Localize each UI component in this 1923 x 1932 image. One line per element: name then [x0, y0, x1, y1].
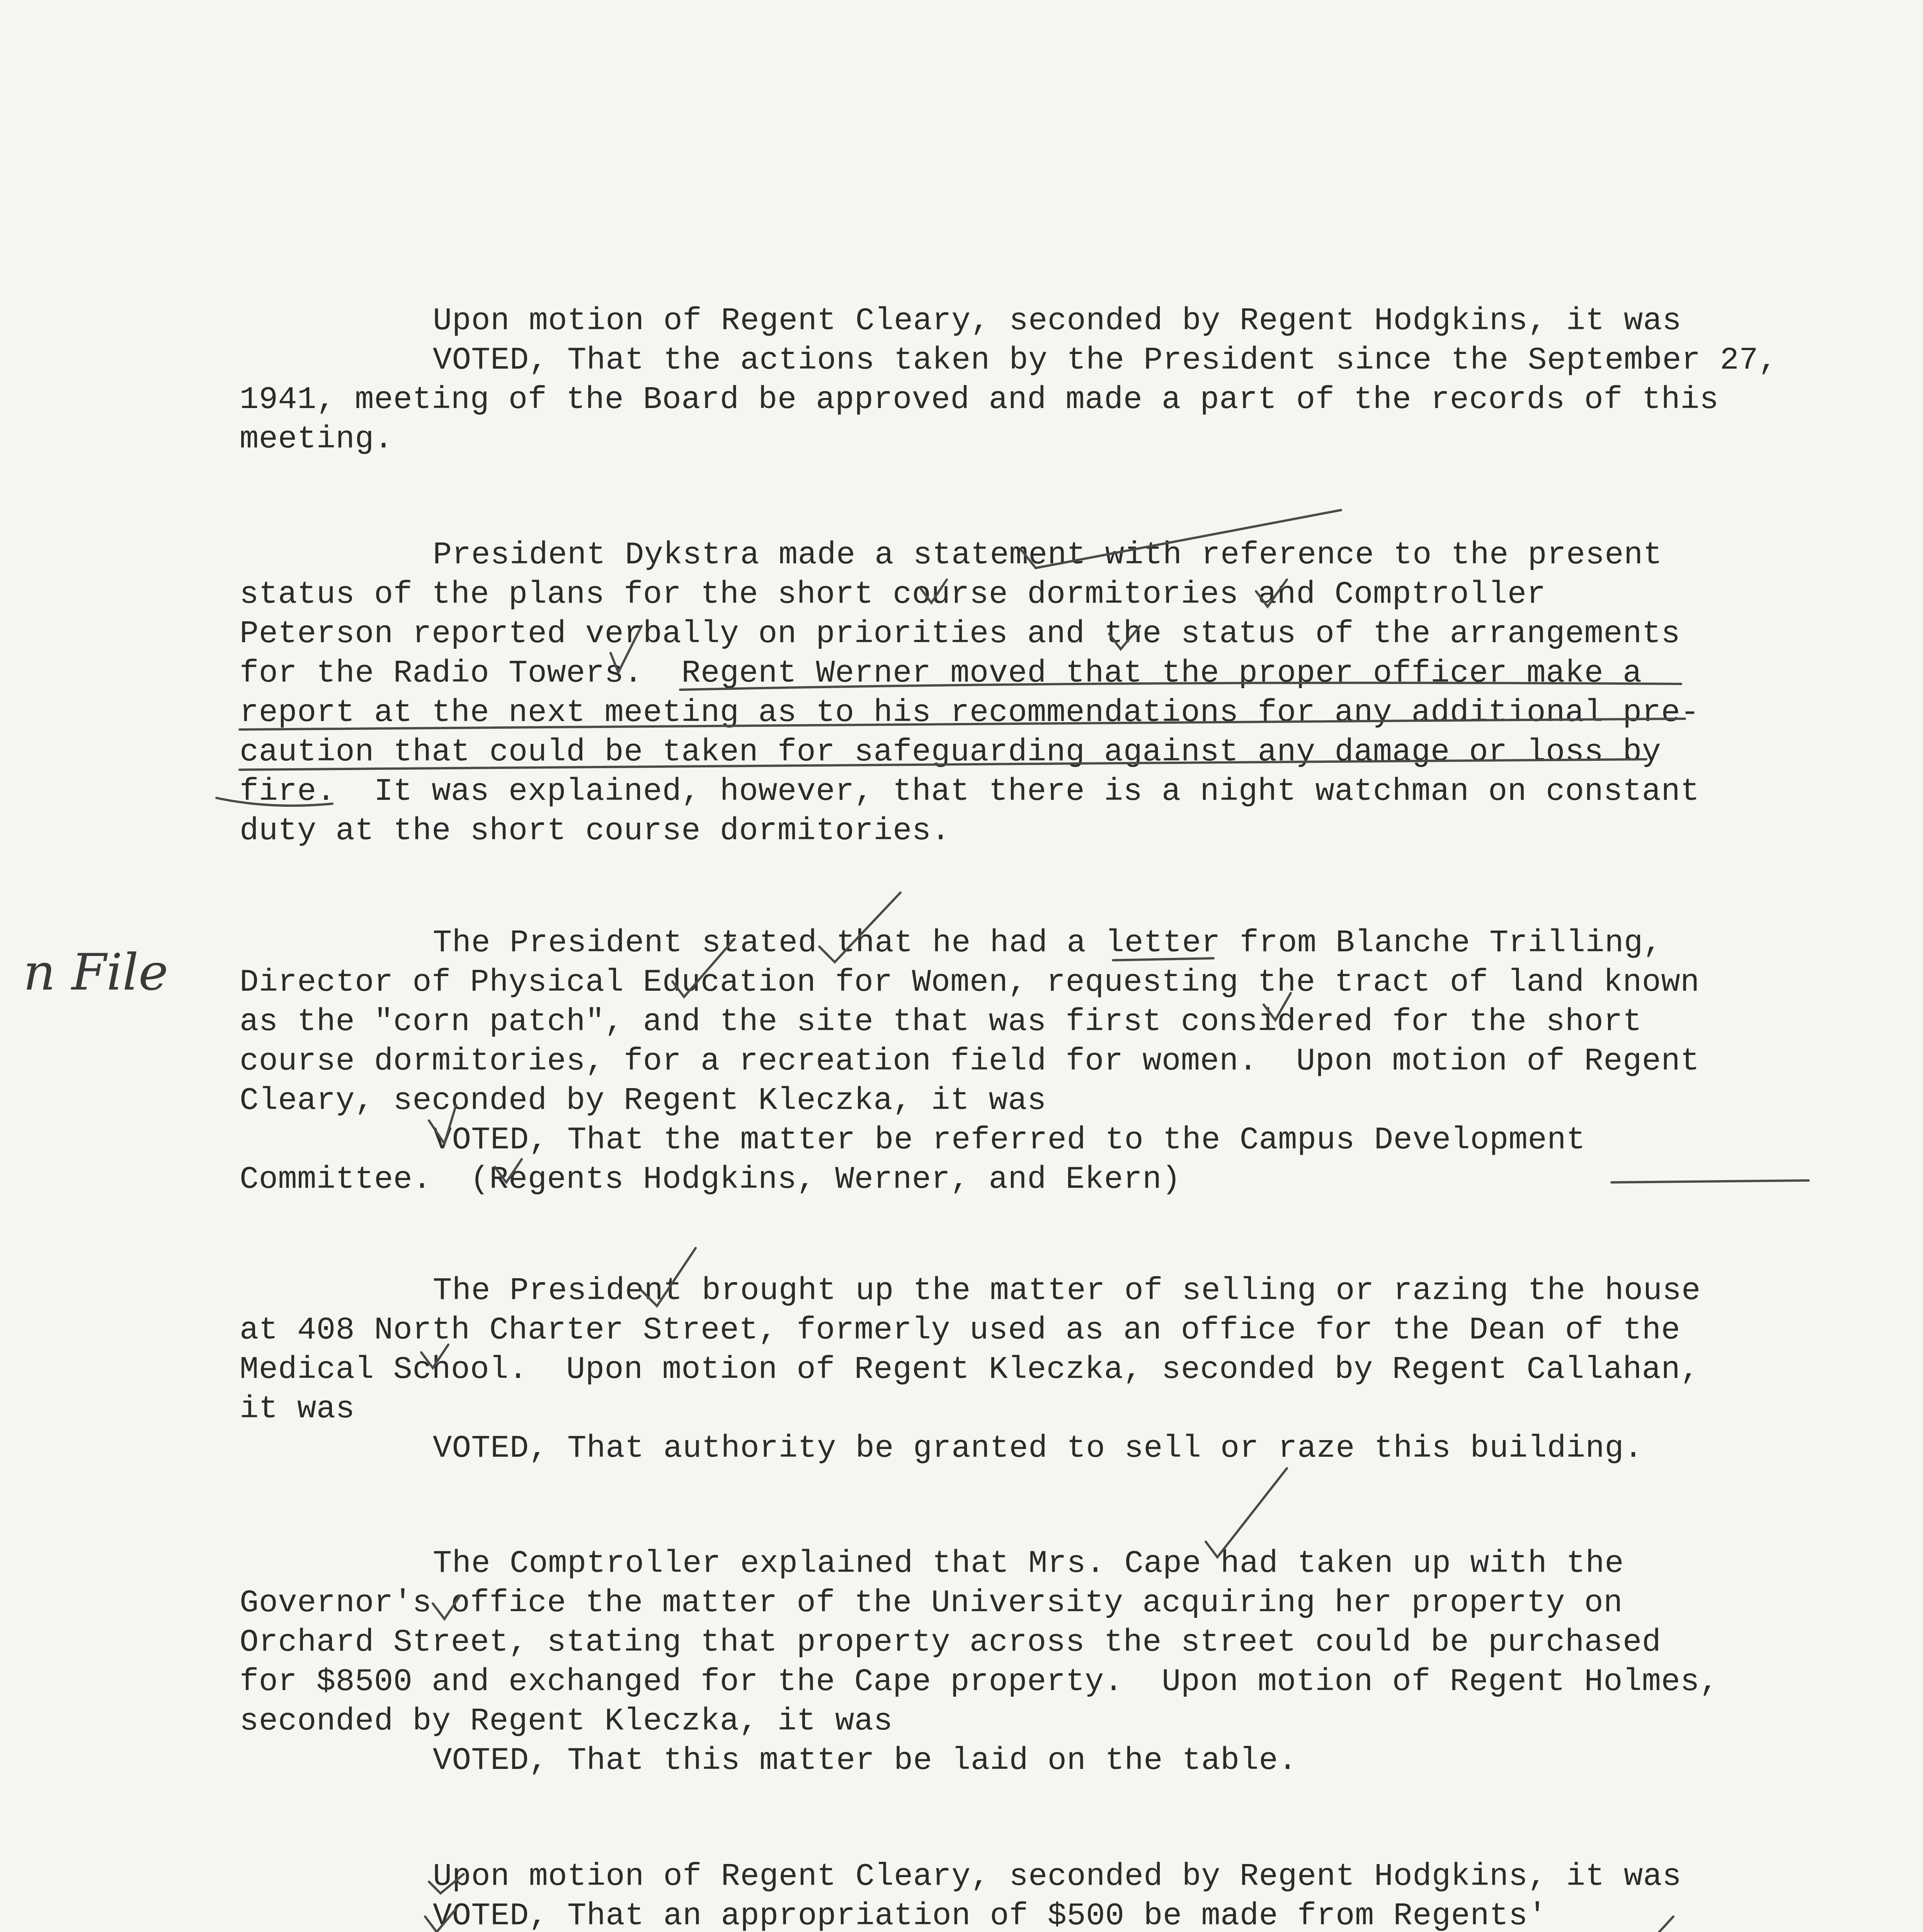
- text-line: VOTED, That this matter be laid on the table.: [433, 1743, 1297, 1779]
- text-line: Governor's office the matter of the University acquiring her property on: [240, 1585, 1623, 1621]
- text-line: Committee. (Regents Hodgkins, Werner, and Ekern): [240, 1162, 1181, 1197]
- text-line: for $8500 and exchanged for the Cape property. Upon motion of Regent Holmes,: [240, 1664, 1719, 1700]
- text-line: 1941, meeting of the Board be approved and made a part of the records of this: [240, 382, 1719, 418]
- text-line: Peterson reported verbally on priorities and the status of the arrangements: [240, 616, 1681, 652]
- text-line: seconded by Regent Kleczka, it was: [240, 1703, 893, 1739]
- text-line: duty at the short course dormitories.: [240, 813, 951, 849]
- text-line: Director of Physical Education for Women, requesting the tract of land known: [240, 964, 1700, 1000]
- text-line: The Comptroller explained that Mrs. Cape had taken up with the: [433, 1546, 1624, 1582]
- text-line: at 408 North Charter Street, formerly used as an office for the Dean of the: [240, 1312, 1681, 1348]
- text-line: VOTED, That the actions taken by the President since the September 27,: [433, 342, 1778, 378]
- text-line: The President brought up the matter of selling or razing the house: [433, 1273, 1701, 1309]
- text-line: as the "corn patch", and the site that was first considered for the short: [240, 1004, 1642, 1040]
- underline: [1612, 1180, 1809, 1182]
- text-line: report at the next meeting as to his recommendations for any additional pre-: [240, 695, 1700, 731]
- text-line: course dormitories, for a recreation field for women. Upon motion of Regent: [240, 1043, 1700, 1079]
- text-line: Upon motion of Regent Cleary, seconded by Regent Hodgkins, it was: [433, 1859, 1682, 1895]
- text-line: President Dykstra made a statement with reference to the present: [433, 537, 1663, 573]
- text-line: status of the plans for the short course dormitories and Comptroller: [240, 577, 1546, 612]
- check-mark-icon: [1206, 1468, 1287, 1557]
- text-line: VOTED, That an appropriation of $500 be made from Regents': [433, 1898, 1547, 1932]
- text-line: for the Radio Towers. Regent Werner moved that the proper officer make a: [240, 655, 1642, 691]
- text-line: VOTED, That authority be granted to sell or raze this building.: [433, 1430, 1643, 1466]
- text-line: Medical School. Upon motion of Regent Kleczka, seconded by Regent Callahan,: [240, 1352, 1700, 1388]
- text-line: it was: [240, 1391, 355, 1427]
- text-line: Cleary, seconded by Regent Kleczka, it was: [240, 1083, 1047, 1119]
- text-line: The President stated that he had a letter from Blanche Trilling,: [433, 925, 1663, 961]
- text-line: Orchard Street, stating that property across the street could be purchased: [240, 1624, 1661, 1660]
- check-mark-icon: [1619, 1917, 1673, 1932]
- text-line: fire. It was explained, however, that there is a night watchman on constant: [240, 774, 1700, 810]
- text-line: meeting.: [240, 421, 393, 457]
- text-line: VOTED, That the matter be referred to the Campus Development: [433, 1122, 1586, 1158]
- text-line: Upon motion of Regent Cleary, seconded by Regent Hodgkins, it was: [433, 303, 1682, 339]
- margin-note-handwritten: n File: [23, 943, 168, 1002]
- text-line: caution that could be taken for safeguarding against any damage or loss by: [240, 734, 1661, 770]
